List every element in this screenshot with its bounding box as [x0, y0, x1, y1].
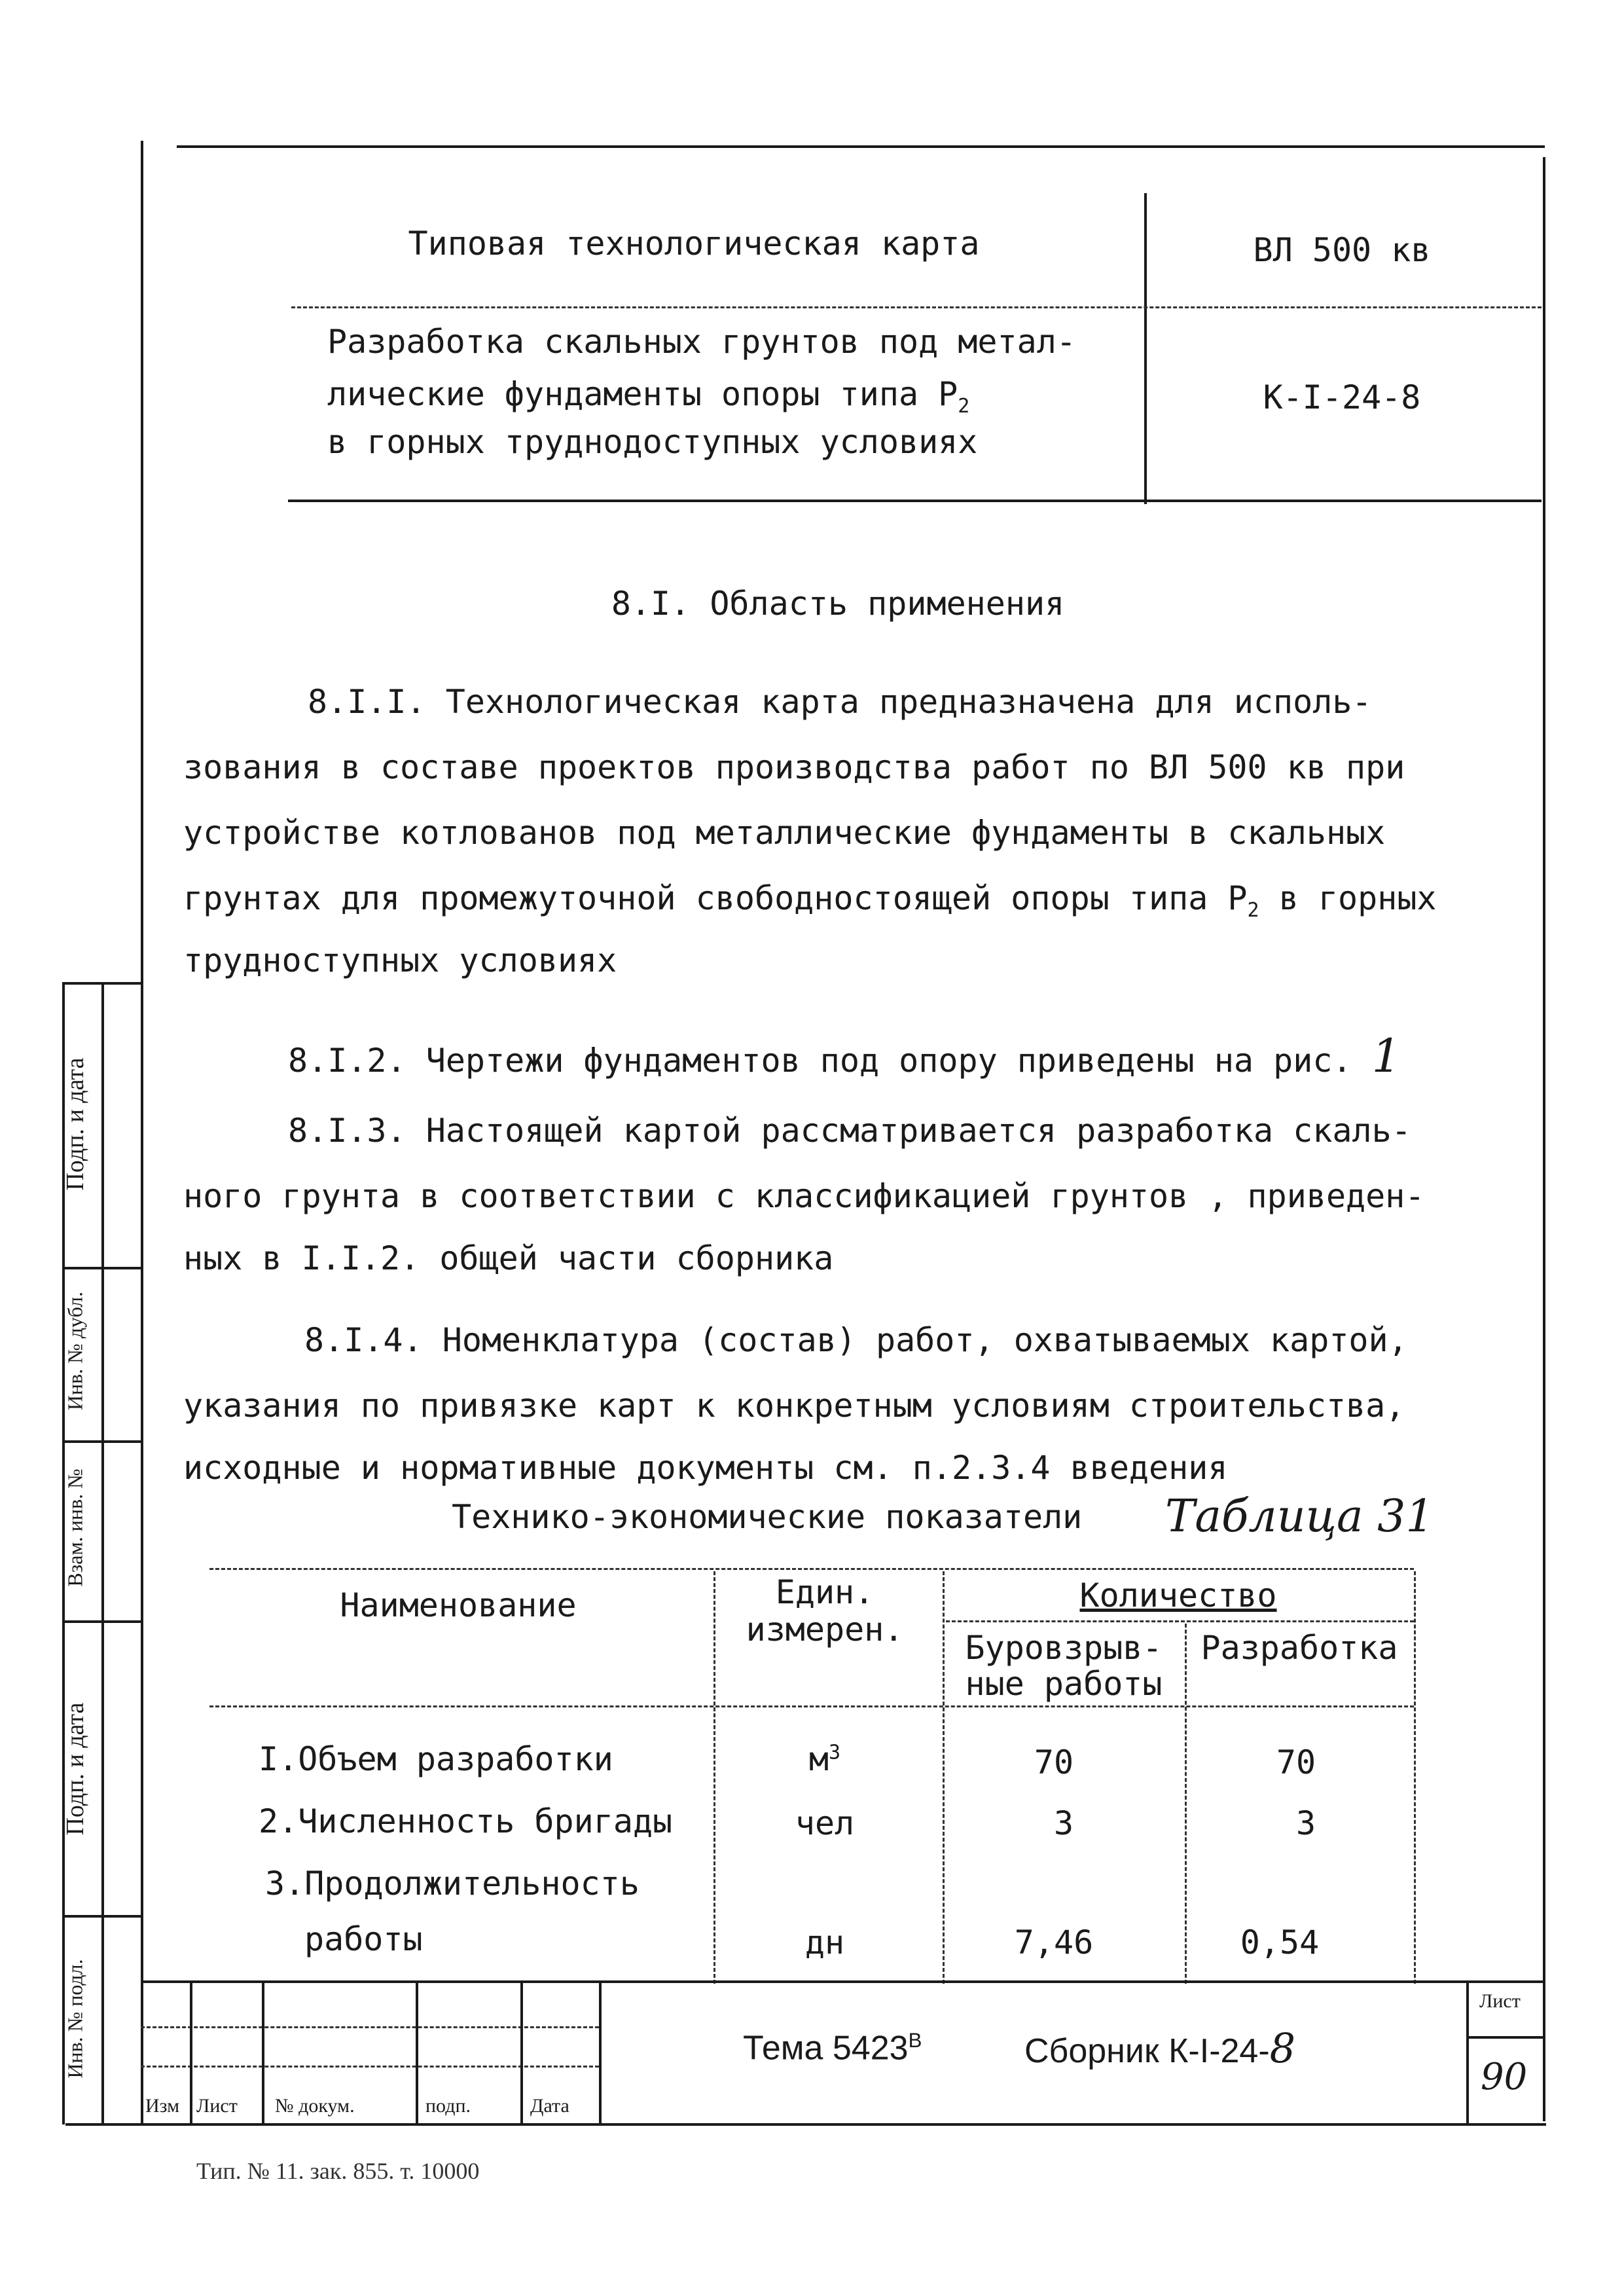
tb-col-sign: подп.	[425, 2095, 471, 2117]
row-1-drill: 70	[1034, 1743, 1074, 1781]
tb-sheet-number: 90	[1481, 2056, 1528, 2098]
row-2-name: 2.Численность бригады	[259, 1802, 673, 1840]
stamp-sign-date-bottom: Подп. и дата	[62, 1702, 89, 1836]
stamp-sep-3	[62, 1620, 141, 1623]
th-name: Наименование	[340, 1586, 577, 1624]
p3-line-1: 8.I.3. Настоящей картой рассматривается разработка скаль-	[288, 1112, 1411, 1150]
titleblock-col-5	[599, 1980, 602, 2124]
stamp-sep-2	[62, 1440, 141, 1443]
stamp-inner-line	[101, 982, 104, 2124]
p3-line-3: ных в I.I.2. общей части сборника	[183, 1239, 834, 1277]
header-divider	[1144, 193, 1147, 504]
section-title: 8.I. Область применения	[611, 585, 1065, 623]
table-caption: Технико-экономические показатели	[452, 1498, 1083, 1536]
p1-line-2: зования в составе проектов производства работ по ВЛ 500 кв при	[183, 748, 1405, 786]
stamp-inv-dubl: Инв. № дубл.	[63, 1291, 87, 1411]
header-card-code: К-I-24-8	[1263, 378, 1421, 416]
th-dev: Разработка	[1200, 1629, 1398, 1667]
th-qty: Количество	[1079, 1576, 1277, 1614]
print-footer: Тип. № 11. зак. 855. т. 10000	[196, 2158, 480, 2184]
p4-line-2: указания по привязке карт к конкретным условиям строительства,	[183, 1387, 1405, 1425]
row-3-unit: дн	[804, 1923, 845, 1961]
th-unit-2: измерен.	[746, 1611, 904, 1649]
table-qty-underline	[946, 1620, 1414, 1622]
tb-sheet-label: Лист	[1479, 1990, 1521, 2012]
row-1-dev: 70	[1276, 1743, 1316, 1781]
row-1-unit: $м^3$	[808, 1740, 841, 1778]
stamp-vzam-inv: Взам. инв. №	[63, 1468, 87, 1587]
header-subtitle-line-3: в горных труднодоступных условиях	[327, 423, 978, 461]
row-1-name: I.Объем разработки	[259, 1740, 613, 1778]
stamp-inv-podl: Инв. № подл.	[63, 1959, 87, 2079]
row-3-drill: 7,46	[1014, 1923, 1094, 1961]
p2-line: 8.I.2. Чертежи фундаментов под опору приведены на рис. 1	[288, 1029, 1401, 1083]
row-2-dev: 3	[1295, 1804, 1316, 1842]
titleblock-col-1	[190, 1980, 192, 2124]
stamp-top	[62, 982, 141, 985]
titleblock-sheet-divider	[1466, 1980, 1469, 2124]
titleblock-col-4	[520, 1980, 523, 2124]
tb-col-doc: № докум.	[275, 2095, 355, 2117]
header-subtitle-line-2: лические фундаменты опоры типа $Р_2$	[327, 375, 970, 418]
stamp-sep-4	[62, 1915, 141, 1918]
row-3-name-2: работы	[304, 1920, 423, 1958]
frame-top-border	[177, 145, 1545, 148]
table-right-line	[1414, 1571, 1416, 1984]
header-title: Типовая технологическая карта	[408, 225, 980, 263]
p1-line-3: устройстве котлованов под металлические фундаменты в скальных	[183, 814, 1386, 852]
row-3-name-1: 3.Продолжительность	[265, 1865, 640, 1903]
header-line-code: ВЛ 500 кв	[1253, 231, 1431, 269]
header-subtitle-line-1: Разработка скальных грунтов под метал-	[327, 323, 1076, 361]
row-2-unit: чел	[795, 1804, 855, 1842]
titleblock-col-2	[262, 1980, 264, 2124]
tb-sbornik-hand: 8	[1269, 2024, 1296, 2072]
tb-sbornik: Сборник К-I-24-8	[1024, 2024, 1296, 2072]
titleblock-row-line-1	[141, 2026, 599, 2028]
titleblock-col-3	[416, 1980, 418, 2124]
p4-line-3: исходные и нормативные документы см. п.2.3.4 введения	[183, 1449, 1228, 1487]
frame-right-border	[1543, 157, 1545, 2121]
th-unit-1: Един.	[775, 1573, 875, 1611]
stamp-sign-date-top: Подп. и дата	[62, 1057, 89, 1191]
table-col-1-line	[713, 1571, 715, 1984]
titleblock-sheet-line	[1466, 2036, 1545, 2039]
th-drill-2: ные работы	[965, 1665, 1163, 1703]
table-header-bottom-line	[209, 1705, 1414, 1707]
titleblock-row-line-2	[141, 2066, 599, 2068]
tb-col-list: Лист	[196, 2095, 238, 2117]
tb-tema: Тема $5423^В$	[743, 2029, 922, 2068]
th-drill-1: Буровзрыв-	[965, 1629, 1163, 1667]
header-bottom-line	[288, 500, 1542, 502]
frame-bottom-border	[65, 2123, 1546, 2126]
table-col-3-line	[1185, 1624, 1187, 1984]
tb-col-izm: Изм	[145, 2095, 180, 2117]
p1-line-5: трудноступных условиях	[183, 941, 617, 979]
p4-line-1: 8.I.4. Номенклатура (состав) работ, охватываемых картой,	[304, 1321, 1408, 1359]
row-3-dev: 0,54	[1240, 1923, 1320, 1961]
p3-line-2: ного грунта в соответствии с классификацией грунтов , приведен-	[183, 1177, 1425, 1215]
p1-line-4: грунтах для промежуточной свободностоящей опоры типа $Р_2$ в горных	[183, 879, 1437, 922]
header-mid-line	[291, 306, 1542, 308]
row-2-drill: 3	[1053, 1804, 1074, 1842]
titleblock-top-line	[141, 1980, 1545, 1983]
table-col-2-line	[943, 1571, 945, 1984]
stamp-sep-1	[62, 1267, 141, 1269]
tb-col-date: Дата	[530, 2095, 569, 2117]
frame-left-border	[141, 141, 143, 2124]
table-label: Таблица 31	[1165, 1491, 1434, 1542]
p2-figure-number: 1	[1371, 1029, 1401, 1083]
table-top-line	[209, 1568, 1414, 1570]
p1-line-1: 8.I.I. Технологическая карта предназначена для исполь-	[308, 683, 1372, 721]
